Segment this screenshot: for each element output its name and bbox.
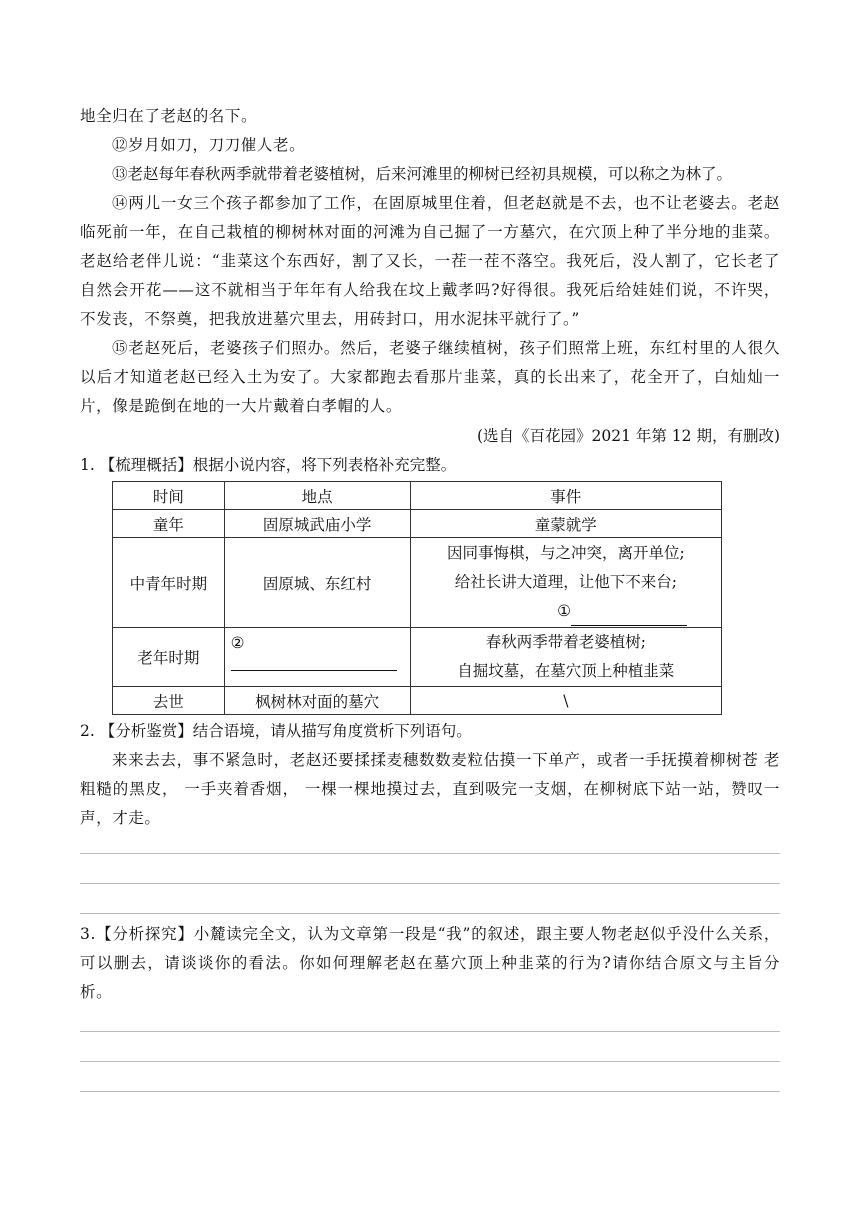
paragraph-13: ⑬老赵每年春秋两季就带着老婆植树，后来河滩里的柳树已经初具规模，可以称之为林了。 xyxy=(112,165,733,183)
table-cell: 老年时期 xyxy=(113,628,225,687)
question-3-prompt: 3.【分析探究】小麓读完全文，认为文章第一段是“我”的叙述，跟主要人物老赵似乎没什么关系，可以删去，请谈谈你的看法。你如何理解老赵在墓穴顶上种韭菜的行为?请你结合原文与主旨分析。 xyxy=(80,925,780,1001)
blank-mark: ② xyxy=(230,634,245,652)
paragraph-15: ⑮老赵死后，老婆孩子们照办。然后，老婆子继续植树，孩子们照常上班，东红村里的人很久以后才知道老赵已经入土为安了。大家都跑去看那片韭菜，真的长出来了，花全开了，白灿灿一片，像是跪倒在地的一大片戴着白孝帽的人。 xyxy=(80,339,780,415)
event-line: 因同事悔棋，与之冲突，离开单位; xyxy=(446,544,685,562)
blank-2[interactable] xyxy=(224,628,410,687)
question-2-prompt: 2. 【分析鉴赏】结合语境，请从描写角度赏析下列语句。 xyxy=(80,722,472,740)
summary-table xyxy=(112,481,722,715)
table-cell: 童蒙就学 xyxy=(410,510,721,538)
table-cell-events xyxy=(410,628,721,687)
answer-blank[interactable] xyxy=(571,607,687,626)
paragraph-12: ⑫岁月如刀，刀刀催人老。 xyxy=(112,136,306,154)
table-cell: 中青年时期 xyxy=(113,538,225,628)
table-cell: 固原城、东红村 xyxy=(224,538,410,628)
document-page xyxy=(80,102,780,1092)
story-line: 地全归在了老赵的名下。 xyxy=(80,107,258,125)
header-time: 时间 xyxy=(113,482,225,510)
header-event: 事件 xyxy=(410,482,721,510)
table-cell: 枫树林对面的墓穴 xyxy=(224,687,410,715)
table-cell: 童年 xyxy=(113,510,225,538)
paragraph-14: ⑭两儿一女三个孩子都参加了工作，在固原城里住着，但老赵就是不去，也不让老婆去。老赵临死前一年，在自己栽植的柳树林对面的河滩为自己掘了一方墓穴，在穴顶上种了半分地的韭菜。老赵给老伴儿说：“韭菜这个东西好，割了又长，一茬一茬不落空。我死后，没人割了，它长老了自然会开花——这不就相当于年年有人给我在坟上戴孝吗?好得很。我死后给娃娃们说，不许哭，不发丧，不祭奠，把我放进墓穴里去，用砖封口，用水泥抹平就行了。” xyxy=(80,194,780,328)
event-line: 给社长讲大道理，让他下不来台; xyxy=(454,573,677,591)
blank-1[interactable] xyxy=(417,597,715,626)
table-cell: 固原城武庙小学 xyxy=(224,510,410,538)
answer-line[interactable] xyxy=(80,1091,780,1092)
question-2-quote: 来来去去，事不紧急时，老赵还要揉揉麦穗数数麦粒估摸一下单产，或者一手抚摸着柳树苍 老粗糙的黑皮， 一手夹着香烟， 一棵一棵地摸过去，直到吸完一支烟，在柳树底下站一站，赞叹一声，才走。 xyxy=(80,751,780,827)
event-line: 自掘坟墓，在墓穴顶上种植韭菜 xyxy=(457,662,675,680)
source-note: (选自《百花园》2021 年第 12 期，有删改) xyxy=(476,427,780,445)
table-cell-events xyxy=(410,538,721,628)
table-cell: \ xyxy=(410,687,721,715)
answer-line[interactable] xyxy=(80,913,780,914)
answer-blank[interactable] xyxy=(231,652,397,671)
blank-mark: ① xyxy=(557,602,571,620)
table-cell: 去世 xyxy=(113,687,225,715)
header-place: 地点 xyxy=(224,482,410,510)
event-line: 春秋两季带着老婆植树; xyxy=(485,633,646,651)
question-1-prompt: 1. 【梳理概括】根据小说内容，将下列表格补充完整。 xyxy=(80,456,457,474)
